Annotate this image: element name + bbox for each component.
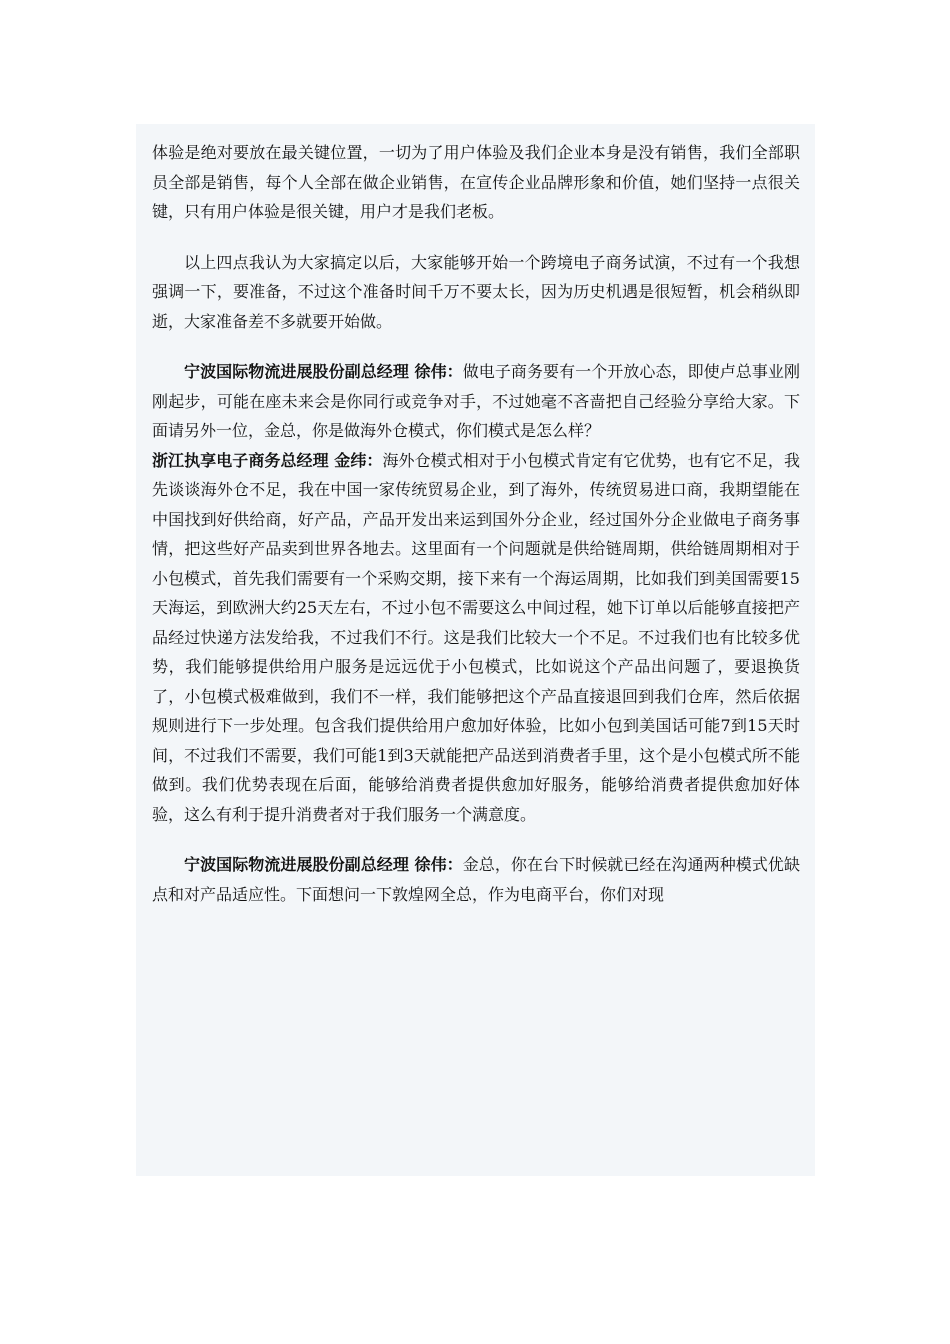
document-body [152, 138, 800, 930]
paragraph-four-points [152, 248, 800, 337]
document-page [136, 124, 815, 1176]
paragraph-text: 海外仓模式相对于小包模式肯定有它优势，也有它不足，我先谈谈海外仓不足，我在中国一家传统贸易企业，到了海外，传统贸易进口商，我期望能在中国找到好供给商，好产品，产品开发出来运到国外分企业，经过国外分企业做电子商务事情，把这些好产品卖到世界各地去。这里面有一个问题就是供给链周期，供给链周期相对于小包模式，首先我们需要有一个采购交期，接下来有一个海运周期，比如我们到美国需要15天海运，到欧洲大约25天左右，不过小包不需要这么中间过程，她下订单以后能够直接把产品经过快递方法发给我，不过我们不行。这是我们比较大一个不足。不过我们也有比较多优势，我们能够提供给用户服务是远远优于小包模式，比如说这个产品出问题了，要退换货了，小包模式极难做到，我们不一样，我们能够把这个产品直接退回到我们仓库，然后依据规则进行下一步处理。包含我们提供给用户愈加好体验，比如小包到美国话可能7到15天时间，不过我们不需要，我们可能1到3天就能把产品送到消费者手里，这个是小包模式所不能做到。我们优势表现在后面，能够给消费者提供愈加好服务，能够给消费者提供愈加好体验，这么有利于提升消费者对于我们服务一个满意度。 [152, 450, 800, 824]
speaker-name: 宁波国际物流进展股份副总经理 徐伟： [184, 362, 463, 381]
paragraph-text: 体验是绝对要放在最关键位置，一切为了用户体验及我们企业本身是没有销售，我们全部职员全部是销售，每个人全部在做企业销售，在宣传企业品牌形象和价值，她们坚持一点很关键，只有用户体验是很关键，用户才是我们老板。 [152, 143, 800, 221]
paragraph-xu-wei-2 [152, 850, 800, 909]
paragraph-text: 金总，你在台下时候就已经在沟通两种模式优缺点和对产品适应性。下面想问一下敦煌网全总，作为电商平台，你们对现 [152, 855, 800, 904]
paragraph-jin-wei [152, 446, 800, 830]
paragraph-text: 以上四点我认为大家搞定以后，大家能够开始一个跨境电子商务试演，不过有一个我想强调一下，要准备，不过这个准备时间千万不要太长，因为历史机遇是很短暂，机会稍纵即逝，大家准备差不多就要开始做。 [152, 252, 800, 331]
speaker-name: 浙江执享电子商务总经理 金纬： [152, 450, 383, 470]
speaker-name: 宁波国际物流进展股份副总经理 徐伟： [184, 855, 463, 874]
paragraph-xu-wei-1 [152, 357, 800, 446]
paragraph-user-experience [152, 138, 800, 227]
paragraph-text: 做电子商务要有一个开放心态，即使卢总事业刚刚起步，可能在座未来会是你同行或竞争对手，不过她毫不吝啬把自己经验分享给大家。下面请另外一位，金总，你是做海外仓模式，你们模式是怎么样？ [152, 362, 800, 440]
